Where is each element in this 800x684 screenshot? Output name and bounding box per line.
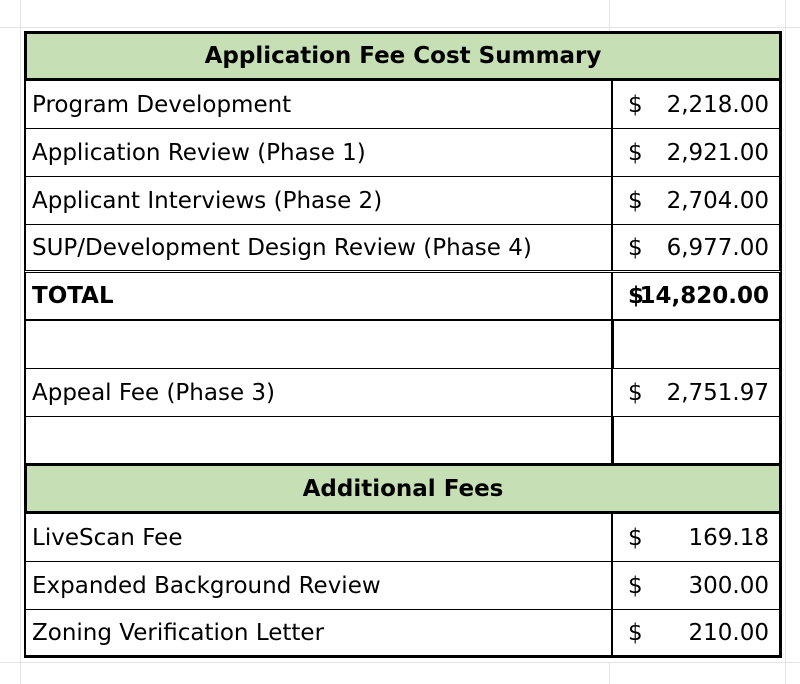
empty-amount-cell[interactable] xyxy=(611,417,779,465)
gridline xyxy=(609,0,610,31)
currency-symbol: $ xyxy=(628,91,643,118)
additional-fees-header[interactable] xyxy=(24,463,782,514)
gridline xyxy=(0,27,800,28)
fee-label: LiveScan Fee xyxy=(32,524,183,551)
additional-fees-title: Additional Fees xyxy=(302,475,504,502)
fee-label: Appeal Fee (Phase 3) xyxy=(32,379,276,406)
table-row[interactable] xyxy=(24,514,782,562)
total-amount-cell[interactable] xyxy=(611,273,779,319)
gridline xyxy=(785,0,786,684)
cost-summary-header[interactable] xyxy=(24,31,782,81)
table-row[interactable] xyxy=(24,225,782,273)
fee-label: Expanded Background Review xyxy=(32,572,381,599)
currency-symbol: $ xyxy=(628,619,643,646)
fee-label: Application Review (Phase 1) xyxy=(32,139,366,166)
table-row[interactable] xyxy=(24,129,782,177)
empty-row[interactable] xyxy=(24,321,782,369)
fee-amount: 6,977.00 xyxy=(666,234,769,261)
fee-amount-cell[interactable] xyxy=(611,369,779,416)
table-row[interactable] xyxy=(24,610,782,658)
fee-amount: 2,751.97 xyxy=(666,379,769,406)
fee-amount-cell[interactable] xyxy=(611,562,779,609)
currency-symbol: $ xyxy=(628,379,643,406)
total-label: TOTAL xyxy=(32,283,114,309)
table-row[interactable] xyxy=(24,81,782,129)
fee-amount-cell[interactable] xyxy=(611,514,779,561)
gridline xyxy=(20,0,21,684)
fee-label: Program Development xyxy=(32,91,292,118)
currency-symbol: $ xyxy=(628,187,643,214)
gridline xyxy=(0,662,800,663)
gridline xyxy=(609,662,610,684)
fee-amount: 2,704.00 xyxy=(666,187,769,214)
fee-amount-cell[interactable] xyxy=(611,225,779,270)
cost-summary-title: Application Fee Cost Summary xyxy=(204,43,602,69)
fee-amount: 2,921.00 xyxy=(666,139,769,166)
currency-symbol: $ xyxy=(628,234,643,261)
fee-amount-cell[interactable] xyxy=(611,177,779,224)
table-row[interactable] xyxy=(24,177,782,225)
empty-row[interactable] xyxy=(24,417,782,465)
total-row[interactable] xyxy=(24,273,782,321)
currency-symbol: $ xyxy=(628,524,643,551)
fee-label: SUP/Development Design Review (Phase 4) xyxy=(32,234,532,261)
fee-label: Applicant Interviews (Phase 2) xyxy=(32,187,383,214)
table-row[interactable] xyxy=(24,562,782,610)
fee-amount-cell[interactable] xyxy=(611,610,779,655)
empty-amount-cell[interactable] xyxy=(611,321,779,368)
appeal-row[interactable] xyxy=(24,369,782,417)
fee-amount: 210.00 xyxy=(688,619,769,646)
currency-symbol: $ xyxy=(628,139,643,166)
fee-amount: 300.00 xyxy=(688,572,769,599)
total-amount: 14,820.00 xyxy=(639,283,769,309)
fee-amount: 169.18 xyxy=(688,524,769,551)
fee-amount: 2,218.00 xyxy=(666,91,769,118)
fee-label: Zoning Verification Letter xyxy=(32,619,325,646)
currency-symbol: $ xyxy=(628,572,643,599)
currency-symbol: $ xyxy=(628,283,645,309)
fee-amount-cell[interactable] xyxy=(611,81,779,128)
fee-amount-cell[interactable] xyxy=(611,129,779,176)
